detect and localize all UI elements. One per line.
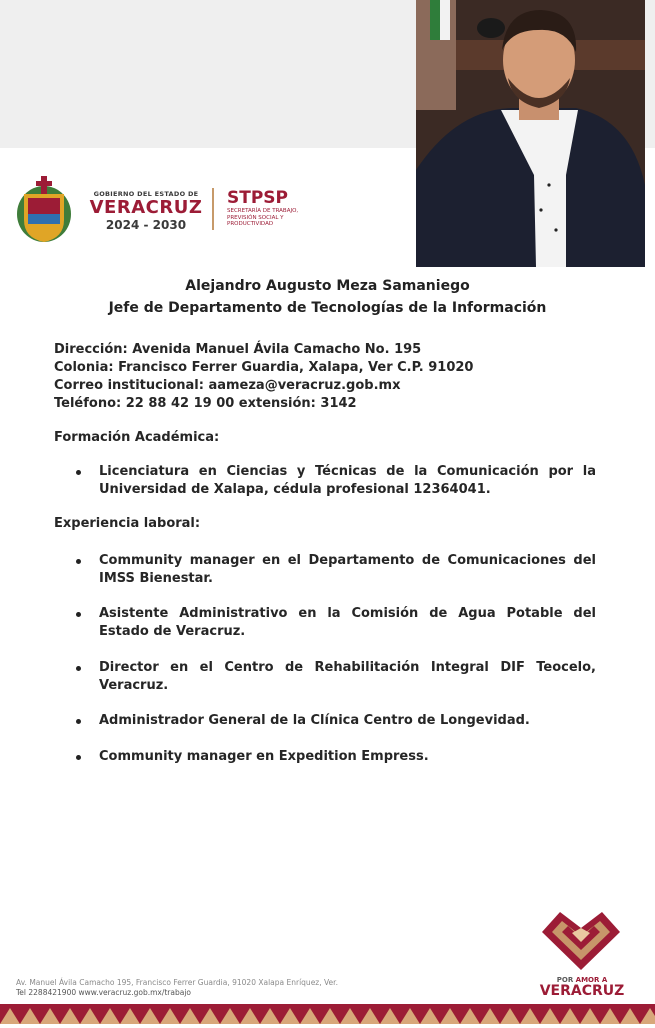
profile-photo — [416, 0, 645, 267]
experience-list — [54, 659, 596, 695]
slogan-por: POR — [556, 976, 574, 984]
experience-list — [54, 552, 596, 588]
contact-email: Correo institucional: aameza@veracruz.gob.mx — [54, 378, 401, 393]
footer-address-line: Av. Manuel Ávila Camacho 195, Francisco Ferrer Guardia, 91020 Xalapa Enríquez, Ver. — [16, 978, 338, 987]
por-amor-a-veracruz-emblem — [540, 904, 622, 974]
decorative-bottom-band — [0, 1004, 655, 1024]
gov-years-text: 2024 - 2030 — [105, 218, 187, 232]
experience-heading: Experiencia laboral: — [54, 516, 201, 531]
logo-divider — [212, 188, 214, 230]
gov-small-text: GOBIERNO DEL ESTADO DE — [93, 190, 199, 198]
por-amor-a-veracruz-text — [530, 976, 634, 998]
experience-item: Administrador General de la Clínica Centro de Longevidad. — [54, 712, 596, 730]
person-name: Alejandro Augusto Meza Samaniego — [185, 278, 470, 294]
agency-acronym: STPSP — [227, 188, 289, 208]
experience-item: Asistente Administrativo en la Comisión de Agua Potable del Estado de Veracruz. — [54, 605, 596, 641]
education-item: Licenciatura en Ciencias y Técnicas de la Comunicación por la Universidad de Xalapa, cédula profesional 12364041. — [54, 463, 596, 499]
education-heading: Formación Académica: — [54, 430, 220, 445]
footer-address — [16, 978, 338, 998]
experience-list — [54, 748, 596, 766]
slogan-big: VERACRUZ — [539, 983, 625, 999]
experience-item: Community manager en Expedition Empress. — [54, 748, 596, 766]
experience-item: Community manager en el Departamento de Comunicaciones del IMSS Bienestar. — [54, 552, 596, 588]
footer-contact-line: Tel 2288421900 www.veracruz.gob.mx/trabajo — [16, 988, 192, 997]
state-coat-of-arms-logo — [14, 172, 74, 244]
agency-name: SECRETARÍA DE TRABAJO, PREVISIÓN SOCIAL Y PRODUCTIVIDAD — [227, 208, 299, 227]
agency-logo — [227, 188, 327, 228]
slogan-amor-a: AMOR A — [575, 976, 608, 984]
contact-colony: Colonia: Francisco Ferrer Guardia, Xalapa, Ver C.P. 91020 — [54, 360, 474, 375]
person-title: Jefe de Departamento de Tecnologías de la Información — [108, 300, 547, 316]
contact-address: Dirección: Avenida Manuel Ávila Camacho No. 195 — [54, 342, 422, 357]
education-list — [54, 463, 596, 499]
experience-item: Director en el Centro de Rehabilitación Integral DIF Teocelo, Veracruz. — [54, 659, 596, 695]
experience-list — [54, 605, 596, 641]
state-government-logo — [86, 190, 206, 232]
contact-block — [54, 341, 473, 413]
gov-state-text: VERACRUZ — [89, 197, 203, 218]
experience-list — [54, 712, 596, 730]
contact-phone: Teléfono: 22 88 42 19 00 extensión: 3142 — [54, 396, 357, 411]
